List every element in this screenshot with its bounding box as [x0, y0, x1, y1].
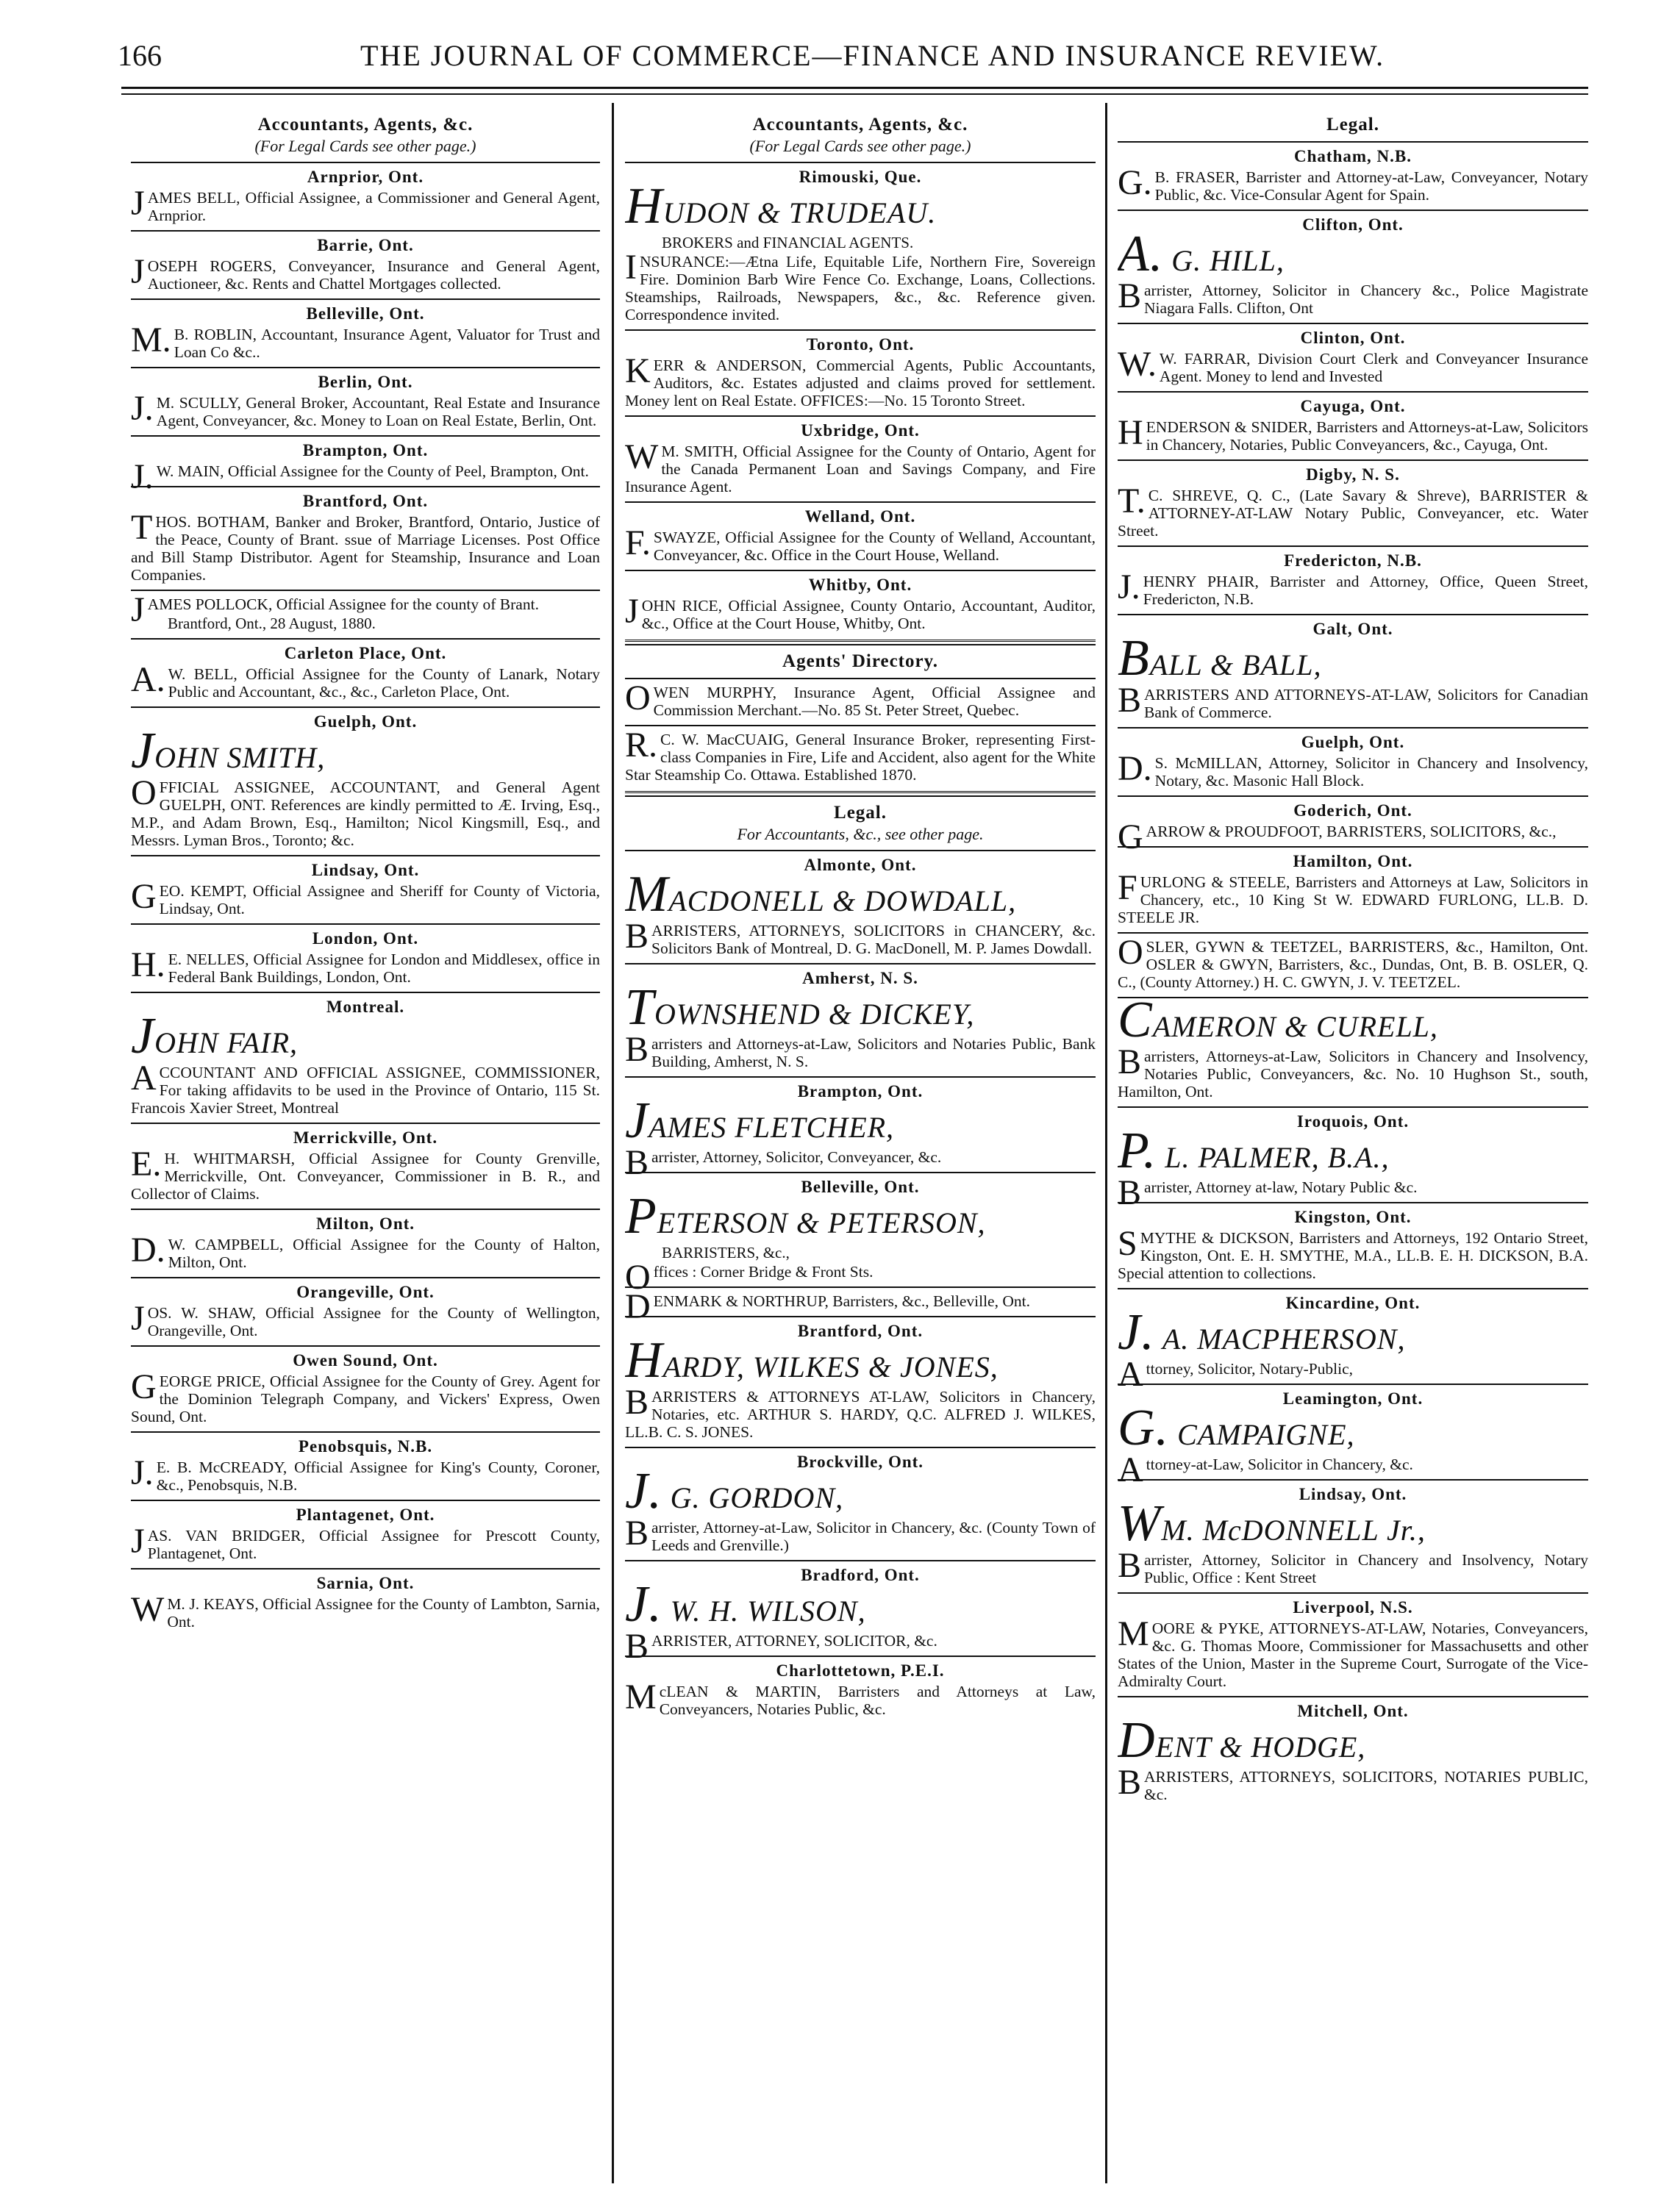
place-heading: Montreal. [326, 998, 405, 1016]
card-divider [1118, 795, 1588, 797]
column-divider [612, 103, 614, 2183]
card-text: BARRISTERS & ATTORNEYS AT-LAW, Solicitors in Chancery, Notaries, etc. ARTHUR S. HARDY, Q.C. ALFRED J. WILKES, LL.B. C. S. JONES. [625, 1383, 1096, 1441]
directory-card [131, 855, 600, 917]
card-divider [131, 590, 600, 591]
directory-card [131, 486, 600, 584]
place-heading: Hamilton, Ont. [1293, 852, 1413, 870]
place-heading: Brampton, Ont. [797, 1082, 924, 1100]
place-heading: Guelph, Ont. [313, 712, 418, 731]
card-divider [1118, 141, 1588, 143]
directory-card [1118, 1592, 1588, 1690]
card-text: GEORGE PRICE, Official Assignee for the County of Grey. Agent for the Dominion Telegraph Company, and Vickers' Express, Owen Sound, Ont. [131, 1367, 600, 1425]
card-text: JAMES POLLOCK, Official Assignee for the county of Brant. [131, 590, 539, 629]
place-heading: Rimouski, Que. [799, 168, 922, 186]
directory-card [1118, 1106, 1588, 1212]
card-divider [625, 501, 1096, 503]
directory-card [625, 678, 1096, 719]
card-text: SMYTHE & DICKSON, Barristers and Attorneys, 192 Ontario Street, Kingston, Ont. E. H. SMYTHE, M.A., LL.B. E. H. DICKSON, B.A. Special attention to collections. [1118, 1224, 1588, 1282]
directory-card [131, 1123, 600, 1203]
card-text: INSURANCE:—Ætna Life, Equitable Life, Northern Fire, Sovereign Fire. Dominion Barb Wire Fence Co. Exchange, Loans, Collections. Steamships, Railroads, Newspapers, &c., &c. Reference given. Correspondence invited. [625, 248, 1096, 323]
card-divider [625, 1286, 1096, 1288]
place-heading: London, Ont. [312, 929, 419, 948]
card-divider [1118, 932, 1588, 934]
directory-card [1118, 210, 1588, 317]
place-heading: Kincardine, Ont. [1285, 1294, 1421, 1312]
place-heading: Orangeville, Ont. [296, 1283, 435, 1301]
card-text: THOS. BOTHAM, Banker and Broker, Brantford, Ontario, Justice of the Peace, County of Brant. ssue of Marriage Licenses. Post Office and Bill Stamp Distributor. Agent for Steamship, Insurance and Loan Companies. [131, 508, 600, 584]
card-text: MOORE & PYKE, ATTORNEYS-AT-LAW, Notaries, Conveyancers, &c. G. Thomas Moore, Commissioner for Massachusetts and other States of the Union, Master in the Supreme Court, Surrogate of the Vice-Admiralty Court. [1118, 1614, 1588, 1690]
firm-name: DENT & HODGE, [1118, 1712, 1366, 1769]
directory-card [131, 435, 600, 496]
card-text: F.SWAYZE, Official Assignee for the County of Welland, Accountant, Conveyancer, &c. Office in the Court House, Welland. [625, 523, 1096, 564]
card-text: BARRISTERS, ATTORNEYS, SOLICITORS, NOTARIES PUBLIC, &c. [1118, 1763, 1588, 1803]
page-header [118, 38, 1588, 82]
place-heading: Belleville, Ont. [306, 304, 425, 323]
directory-card [1118, 1479, 1588, 1586]
card-text: T.C. SHREVE, Q. C., (Late Savary & Shreve), BARRISTER & ATTORNEY-AT-LAW Notary Public, Conveyancer, etc. Water Street. [1118, 482, 1588, 540]
directory-card [625, 415, 1096, 495]
directory-card [625, 963, 1096, 1070]
place-heading: Goderich, Ont. [1293, 801, 1412, 820]
directory-card [625, 162, 1096, 323]
directory-card [625, 329, 1096, 409]
card-divider [1118, 210, 1588, 211]
place-heading: Mitchell, Ont. [1297, 1702, 1409, 1720]
place-heading: Leamington, Ont. [1282, 1389, 1424, 1408]
firm-name: JAMES FLETCHER, [625, 1092, 895, 1149]
place-heading: Clinton, Ont. [1300, 329, 1406, 347]
directory-card [131, 1568, 600, 1631]
column-divider [1105, 103, 1107, 2183]
place-heading: Iroquois, Ont. [1296, 1112, 1410, 1131]
card-text: GARROW & PROUDFOOT, BARRISTERS, SOLICITORS, &c., [1118, 817, 1557, 856]
card-text: McLEAN & MARTIN, Barristers and Attorneys at Law, Conveyancers, Notaries Public, &c. [625, 1678, 1096, 1718]
card-divider [1118, 1384, 1588, 1385]
card-text: BARRISTERS AND ATTORNEYS-AT-LAW, Solicitors for Canadian Bank of Commerce. [1118, 681, 1588, 721]
place-heading: Lindsay, Ont. [1299, 1485, 1407, 1503]
card-text: Barristers, Attorneys-at-Law, Solicitors in Chancery and Insolvency, Notaries Public, Conveyancers, &c. No. 10 Hughson St., south, Hamilton, Ont. [1118, 1042, 1588, 1100]
column-accountants-2 [625, 110, 1096, 2198]
firm-name: HARDY, WILKES & JONES, [625, 1332, 999, 1389]
firm-name: G. CAMPAIGNE, [1118, 1400, 1355, 1456]
card-text: WM. J. KEAYS, Official Assignee for the County of Lambton, Sarnia, Ont. [131, 1590, 600, 1631]
card-divider [131, 706, 600, 708]
firm-name: HUDON & TRUDEAU. [625, 178, 937, 235]
directory-card [131, 230, 600, 293]
directory-card [625, 850, 1096, 957]
card-text: ACCOUNTANT AND OFFICIAL ASSIGNEE, COMMISSIONER, For taking affidavits to be used in the Province of Ontario, 115 St. Francois Xavier Street, Montreal [131, 1059, 600, 1117]
card-text: E.H. WHITMARSH, Official Assignee for County Grenville, Merrickville, Ont. Conveyancer, Commissioner in B. R., and Collector of Claims. [131, 1145, 600, 1203]
card-divider [625, 1076, 1096, 1078]
directory-card [1118, 846, 1588, 926]
directory-card [1118, 141, 1588, 204]
card-divider [1118, 1202, 1588, 1203]
directory-card [1118, 727, 1588, 790]
directory-card [1118, 1696, 1588, 1803]
directory-card [131, 1209, 600, 1271]
card-text: WM. SMITH, Official Assignee for the County of Ontario, Agent for the Canada Permanent Loan and Savings Company, and Fire Insurance Agent. [625, 437, 1096, 495]
agents-directory-heading: Agents' Directory. [782, 651, 938, 671]
card-text: GEO. KEMPT, Official Assignee and Sheriff for County of Victoria, Lindsay, Ont. [131, 877, 600, 917]
card-divider [1118, 323, 1588, 324]
directory-card [131, 923, 600, 986]
card-divider [625, 162, 1096, 163]
directory-card [1118, 932, 1588, 991]
firm-name: TOWNSHEND & DICKEY, [625, 979, 975, 1036]
card-divider [625, 570, 1096, 571]
card-text: Attorney-at-Law, Solicitor in Chancery, &c. [1118, 1450, 1413, 1489]
place-heading: Penobsquis, N.B. [298, 1437, 433, 1456]
directory-card [131, 638, 600, 701]
card-divider [1118, 1288, 1588, 1289]
card-divider [1118, 1479, 1588, 1481]
place-heading: Barrie, Ont. [317, 236, 414, 254]
legal-note: For Accountants, &c., see other page. [737, 825, 984, 843]
card-text: Offices : Corner Bridge & Front Sts. [625, 1258, 874, 1297]
firm-name: MACDONELL & DOWDALL, [625, 866, 1017, 923]
card-text: BARRISTERS, ATTORNEYS, SOLICITORS in CHANCERY, &c. Solicitors Bank of Montreal, D. G. MacDonell, M. P. James Dowdall. [625, 917, 1096, 957]
card-text: JAS. VAN BRIDGER, Official Assignee for Prescott County, Plantagenet, Ont. [131, 1522, 600, 1562]
card-divider [625, 725, 1096, 726]
place-heading: Brantford, Ont. [302, 492, 429, 510]
firm-name: J. A. MACPHERSON, [1118, 1304, 1406, 1361]
card-divider [625, 1447, 1096, 1448]
directory-card [1118, 992, 1588, 1100]
place-heading: Toronto, Ont. [806, 335, 915, 354]
card-text: BARRISTER, ATTORNEY, SOLICITOR, &c. [625, 1627, 937, 1666]
place-heading: Welland, Ont. [804, 507, 916, 526]
card-divider [1118, 459, 1588, 461]
place-heading: Brampton, Ont. [302, 441, 429, 459]
card-divider [1118, 545, 1588, 547]
section-note: (For Legal Cards see other page.) [254, 137, 476, 155]
section-note: (For Legal Cards see other page.) [749, 137, 971, 155]
card-text: HENDERSON & SNIDER, Barristers and Attorneys-at-Law, Solicitors in Chancery, Notaries, Public Conveyancers, &c., Cayuga, Ont. [1118, 413, 1588, 454]
directory-card [625, 501, 1096, 564]
section-heading: Accountants, Agents, &c. [257, 115, 474, 135]
directory-card [625, 1447, 1096, 1554]
section-heading: Legal. [1326, 115, 1379, 135]
directory-card [1118, 1288, 1588, 1394]
card-divider [625, 1656, 1096, 1657]
firm-name: J. W. H. WILSON, [625, 1576, 866, 1633]
card-divider [625, 678, 1096, 679]
directory-card [131, 706, 600, 849]
card-text: JOS. W. SHAW, Official Assignee for the County of Wellington, Orangeville, Ont. [131, 1299, 600, 1339]
card-divider [1118, 1106, 1588, 1108]
card-text: OSLER, GYWN & TEETZEL, BARRISTERS, &c., Hamilton, Ont. OSLER & GWYN, Barristers, &c., Dundas, Ont, B. B. OSLER, Q. C., (County Attorney.) H. C. GWYN, J. V. TEETZEL. [1118, 933, 1588, 991]
place-heading: Charlottetown, P.E.I. [776, 1661, 945, 1680]
directory-card [131, 992, 600, 1117]
card-divider [131, 298, 600, 300]
card-divider [625, 415, 1096, 417]
firm-name: JOHN FAIR, [131, 1008, 298, 1064]
place-heading: Lindsay, Ont. [311, 861, 420, 879]
place-heading: Chatham, N.B. [1294, 147, 1412, 165]
card-divider [1118, 1592, 1588, 1594]
card-subline: BARRISTERS, &c., [662, 1244, 790, 1261]
card-text: J.M. SCULLY, General Broker, Accountant, Real Estate and Insurance Agent, Conveyancer, &c. Money to Loan on Real Estate, Berlin, Ont. [131, 389, 600, 429]
card-text: M.B. ROBLIN, Accountant, Insurance Agent, Valuator for Trust and Loan Co &c.. [131, 321, 600, 361]
card-text: FURLONG & STEELE, Barristers and Attorneys at Law, Solicitors in Chancery, etc., 10 King St W. EDWARD FURLONG, LL.B. D. STEELE JR. [1118, 868, 1588, 926]
column-accountants-1 [131, 110, 600, 2198]
place-heading: Bradford, Ont. [801, 1566, 920, 1584]
directory-card [131, 1431, 600, 1494]
card-divider [131, 992, 600, 993]
place-heading: Arnprior, Ont. [307, 168, 424, 186]
directory-card [1118, 545, 1588, 608]
card-text: Barrister, Attorney at-law, Notary Public &c. [1118, 1173, 1418, 1212]
place-heading: Guelph, Ont. [1301, 733, 1405, 751]
directory-card [1118, 614, 1588, 721]
firm-name: WM. McDONNELL Jr., [1118, 1495, 1426, 1552]
directory-card [1118, 1202, 1588, 1282]
card-text: Barrister, Attorney, Solicitor in Chancery and Insolvency, Notary Public, Office : Kent Street [1118, 1546, 1588, 1586]
card-divider [131, 1209, 600, 1210]
directory-card [625, 570, 1096, 632]
card-text: Barrister, Attorney, Solicitor, Conveyancer, &c. [625, 1143, 942, 1182]
place-heading: Brantford, Ont. [797, 1322, 924, 1340]
section-heading: Accountants, Agents, &c. [752, 115, 968, 135]
card-divider [131, 638, 600, 640]
card-text: DENMARK & NORTHRUP, Barristers, &c., Belleville, Ont. [625, 1287, 1030, 1326]
card-text: OFFICIAL ASSIGNEE, ACCOUNTANT, and General Agent GUELPH, ONT. References are kindly permitted to Æ. Irving, Esq., M.P., and Adam Brown, Esq., Hamilton; Nicol Kingsmill, Esq., and Messrs. Lyman Bros., Toronto; &c. [131, 773, 600, 849]
header-rule [121, 87, 1588, 89]
legal-heading: Legal. [834, 803, 887, 823]
directory-card [1118, 391, 1588, 454]
card-divider [1118, 727, 1588, 729]
card-divider [1118, 614, 1588, 615]
header-rule-thin [121, 93, 1588, 95]
directory-card [625, 1316, 1096, 1441]
place-heading: Fredericton, N.B. [1284, 551, 1422, 570]
directory-card [131, 162, 600, 224]
place-heading: Belleville, Ont. [801, 1178, 920, 1196]
card-text: Attorney, Solicitor, Notary-Public, [1118, 1355, 1354, 1394]
card-divider [131, 923, 600, 925]
place-heading: Plantagenet, Ont. [296, 1506, 435, 1524]
card-divider [625, 329, 1096, 331]
place-heading: Almonte, Ont. [804, 856, 917, 874]
firm-name: BALL & BALL, [1118, 630, 1322, 687]
card-text: R.C. W. MacCUAIG, General Insurance Broker, representing First-class Companies in Fire, Life and Accident, also agent for the White Star Steamship Co. Ottawa. Established 1870. [625, 726, 1096, 784]
place-heading: Amherst, N. S. [802, 969, 918, 987]
card-subline: BROKERS and FINANCIAL AGENTS. [662, 234, 914, 251]
directory-card [625, 1656, 1096, 1718]
card-divider [625, 1316, 1096, 1317]
card-text: JOSEPH ROGERS, Conveyancer, Insurance and General Agent, Auctioneer, &c. Rents and Chattel Mortgages collected. [131, 252, 600, 293]
directory-card [131, 1500, 600, 1562]
card-divider [1118, 391, 1588, 393]
card-text: JOHN RICE, Official Assignee, County Ontario, Accountant, Auditor, &c., Office at the Court House, Whitby, Ont. [625, 592, 1096, 632]
directory-card [625, 1172, 1096, 1297]
card-divider [131, 486, 600, 487]
place-heading: Berlin, Ont. [318, 373, 413, 391]
card-text: A.W. BELL, Official Assignee for the County of Lanark, Notary Public and Accountant, &c., &c., Carleton Place, Ont. [131, 660, 600, 701]
card-text: J.E. B. McCREADY, Official Assignee for King's County, Coroner, &c., Penobsquis, N.B. [131, 1453, 600, 1494]
directory-card [131, 1277, 600, 1339]
card-divider [625, 1560, 1096, 1561]
place-heading: Cayuga, Ont. [1300, 397, 1406, 415]
card-text: Barristers and Attorneys-at-Law, Solicitors and Notaries Public, Bank Building, Amherst, N. S. [625, 1030, 1096, 1070]
card-divider [1118, 1696, 1588, 1697]
place-heading: Milton, Ont. [315, 1214, 415, 1233]
firm-name: PETERSON & PETERSON, [625, 1188, 986, 1245]
card-subline: Brantford, Ont., 28 August, 1880. [168, 615, 376, 632]
card-text: G.B. FRASER, Barrister and Attorney-at-Law, Conveyancer, Notary Public, &c. Vice-Consular Agent for Spain. [1118, 163, 1588, 204]
card-text: KERR & ANDERSON, Commercial Agents, Public Accountants, Auditors, &c. Estates adjusted and claims proved for settlement. Money lent on Real Estate. OFFICES:—No. 15 Toronto Street. [625, 351, 1096, 409]
section-divider [625, 791, 1096, 797]
card-divider [131, 435, 600, 437]
directory-card [1118, 1384, 1588, 1489]
directory-card [1118, 795, 1588, 856]
card-divider [131, 1277, 600, 1278]
card-divider [131, 1500, 600, 1501]
card-divider [625, 1172, 1096, 1173]
directory-card [131, 1345, 600, 1425]
card-text: J.W. MAIN, Official Assignee for the County of Peel, Brampton, Ont. [131, 457, 589, 496]
firm-name: A. G. HILL, [1118, 226, 1285, 282]
place-heading: Whitby, Ont. [808, 576, 912, 594]
card-divider [131, 1345, 600, 1347]
place-heading: Digby, N. S. [1306, 465, 1400, 484]
place-heading: Liverpool, N.S. [1293, 1598, 1413, 1617]
directory-card [131, 298, 600, 361]
directory-card [625, 725, 1096, 784]
place-heading: Galt, Ont. [1312, 620, 1393, 638]
card-text: D.S. McMILLAN, Attorney, Solicitor in Chancery and Insolvency, Notary, &c. Masonic Hall Block. [1118, 749, 1588, 790]
card-divider [131, 1431, 600, 1433]
section-divider [625, 640, 1096, 645]
card-divider [131, 855, 600, 856]
directory-card [131, 590, 600, 632]
card-divider [131, 230, 600, 232]
card-divider [131, 162, 600, 163]
card-text: W.W. FARRAR, Division Court Clerk and Conveyancer Insurance Agent. Money to lend and Invested [1118, 345, 1588, 385]
directory-card [625, 1076, 1096, 1182]
directory-card [625, 1286, 1096, 1326]
place-heading: Merrickville, Ont. [293, 1128, 438, 1147]
card-text: JAMES BELL, Official Assignee, a Commissioner and General Agent, Arnprior. [131, 184, 600, 224]
place-heading: Owen Sound, Ont. [293, 1351, 438, 1370]
directory-card [1118, 323, 1588, 385]
directory-card [625, 1560, 1096, 1666]
page-number: 166 [118, 39, 162, 72]
directory-card [1118, 459, 1588, 540]
card-divider [625, 850, 1096, 851]
place-heading: Brockville, Ont. [796, 1453, 924, 1471]
directory-card [131, 367, 600, 429]
place-heading: Uxbridge, Ont. [801, 421, 920, 440]
card-divider [625, 963, 1096, 964]
card-divider [131, 1123, 600, 1124]
card-text: D.W. CAMPBELL, Official Assignee for the County of Halton, Milton, Ont. [131, 1231, 600, 1271]
firm-name: CAMERON & CURELL, [1118, 992, 1438, 1048]
place-heading: Clifton, Ont. [1302, 215, 1404, 234]
place-heading: Sarnia, Ont. [316, 1574, 415, 1592]
journal-title: THE JOURNAL OF COMMERCE—FINANCE AND INSURANCE REVIEW. [360, 39, 1385, 72]
card-text: Barrister, Attorney-at-Law, Solicitor in Chancery, &c. (County Town of Leeds and Grenville.) [625, 1514, 1096, 1554]
card-text: Barrister, Attorney, Solicitor in Chancery &c., Police Magistrate Niagara Falls. Clifton, Ont [1118, 276, 1588, 317]
card-text: OWEN MURPHY, Insurance Agent, Official Assignee and Commission Merchant.—No. 85 St. Peter Street, Quebec. [625, 679, 1096, 719]
card-text: H.E. NELLES, Official Assignee for London and Middlesex, office in Federal Bank Buildings, London, Ont. [131, 945, 600, 986]
card-text: J.HENRY PHAIR, Barrister and Attorney, Office, Queen Street, Fredericton, N.B. [1118, 568, 1588, 608]
firm-name: JOHN SMITH, [131, 723, 326, 779]
card-divider [131, 1568, 600, 1569]
card-divider [1118, 997, 1588, 998]
firm-name: P. L. PALMER, B.A., [1118, 1123, 1390, 1179]
card-divider [131, 367, 600, 368]
firm-name: J. G. GORDON, [625, 1463, 844, 1520]
column-legal [1118, 110, 1588, 2198]
place-heading: Carleton Place, Ont. [284, 644, 447, 662]
card-divider [1118, 846, 1588, 848]
place-heading: Kingston, Ont. [1294, 1208, 1412, 1226]
